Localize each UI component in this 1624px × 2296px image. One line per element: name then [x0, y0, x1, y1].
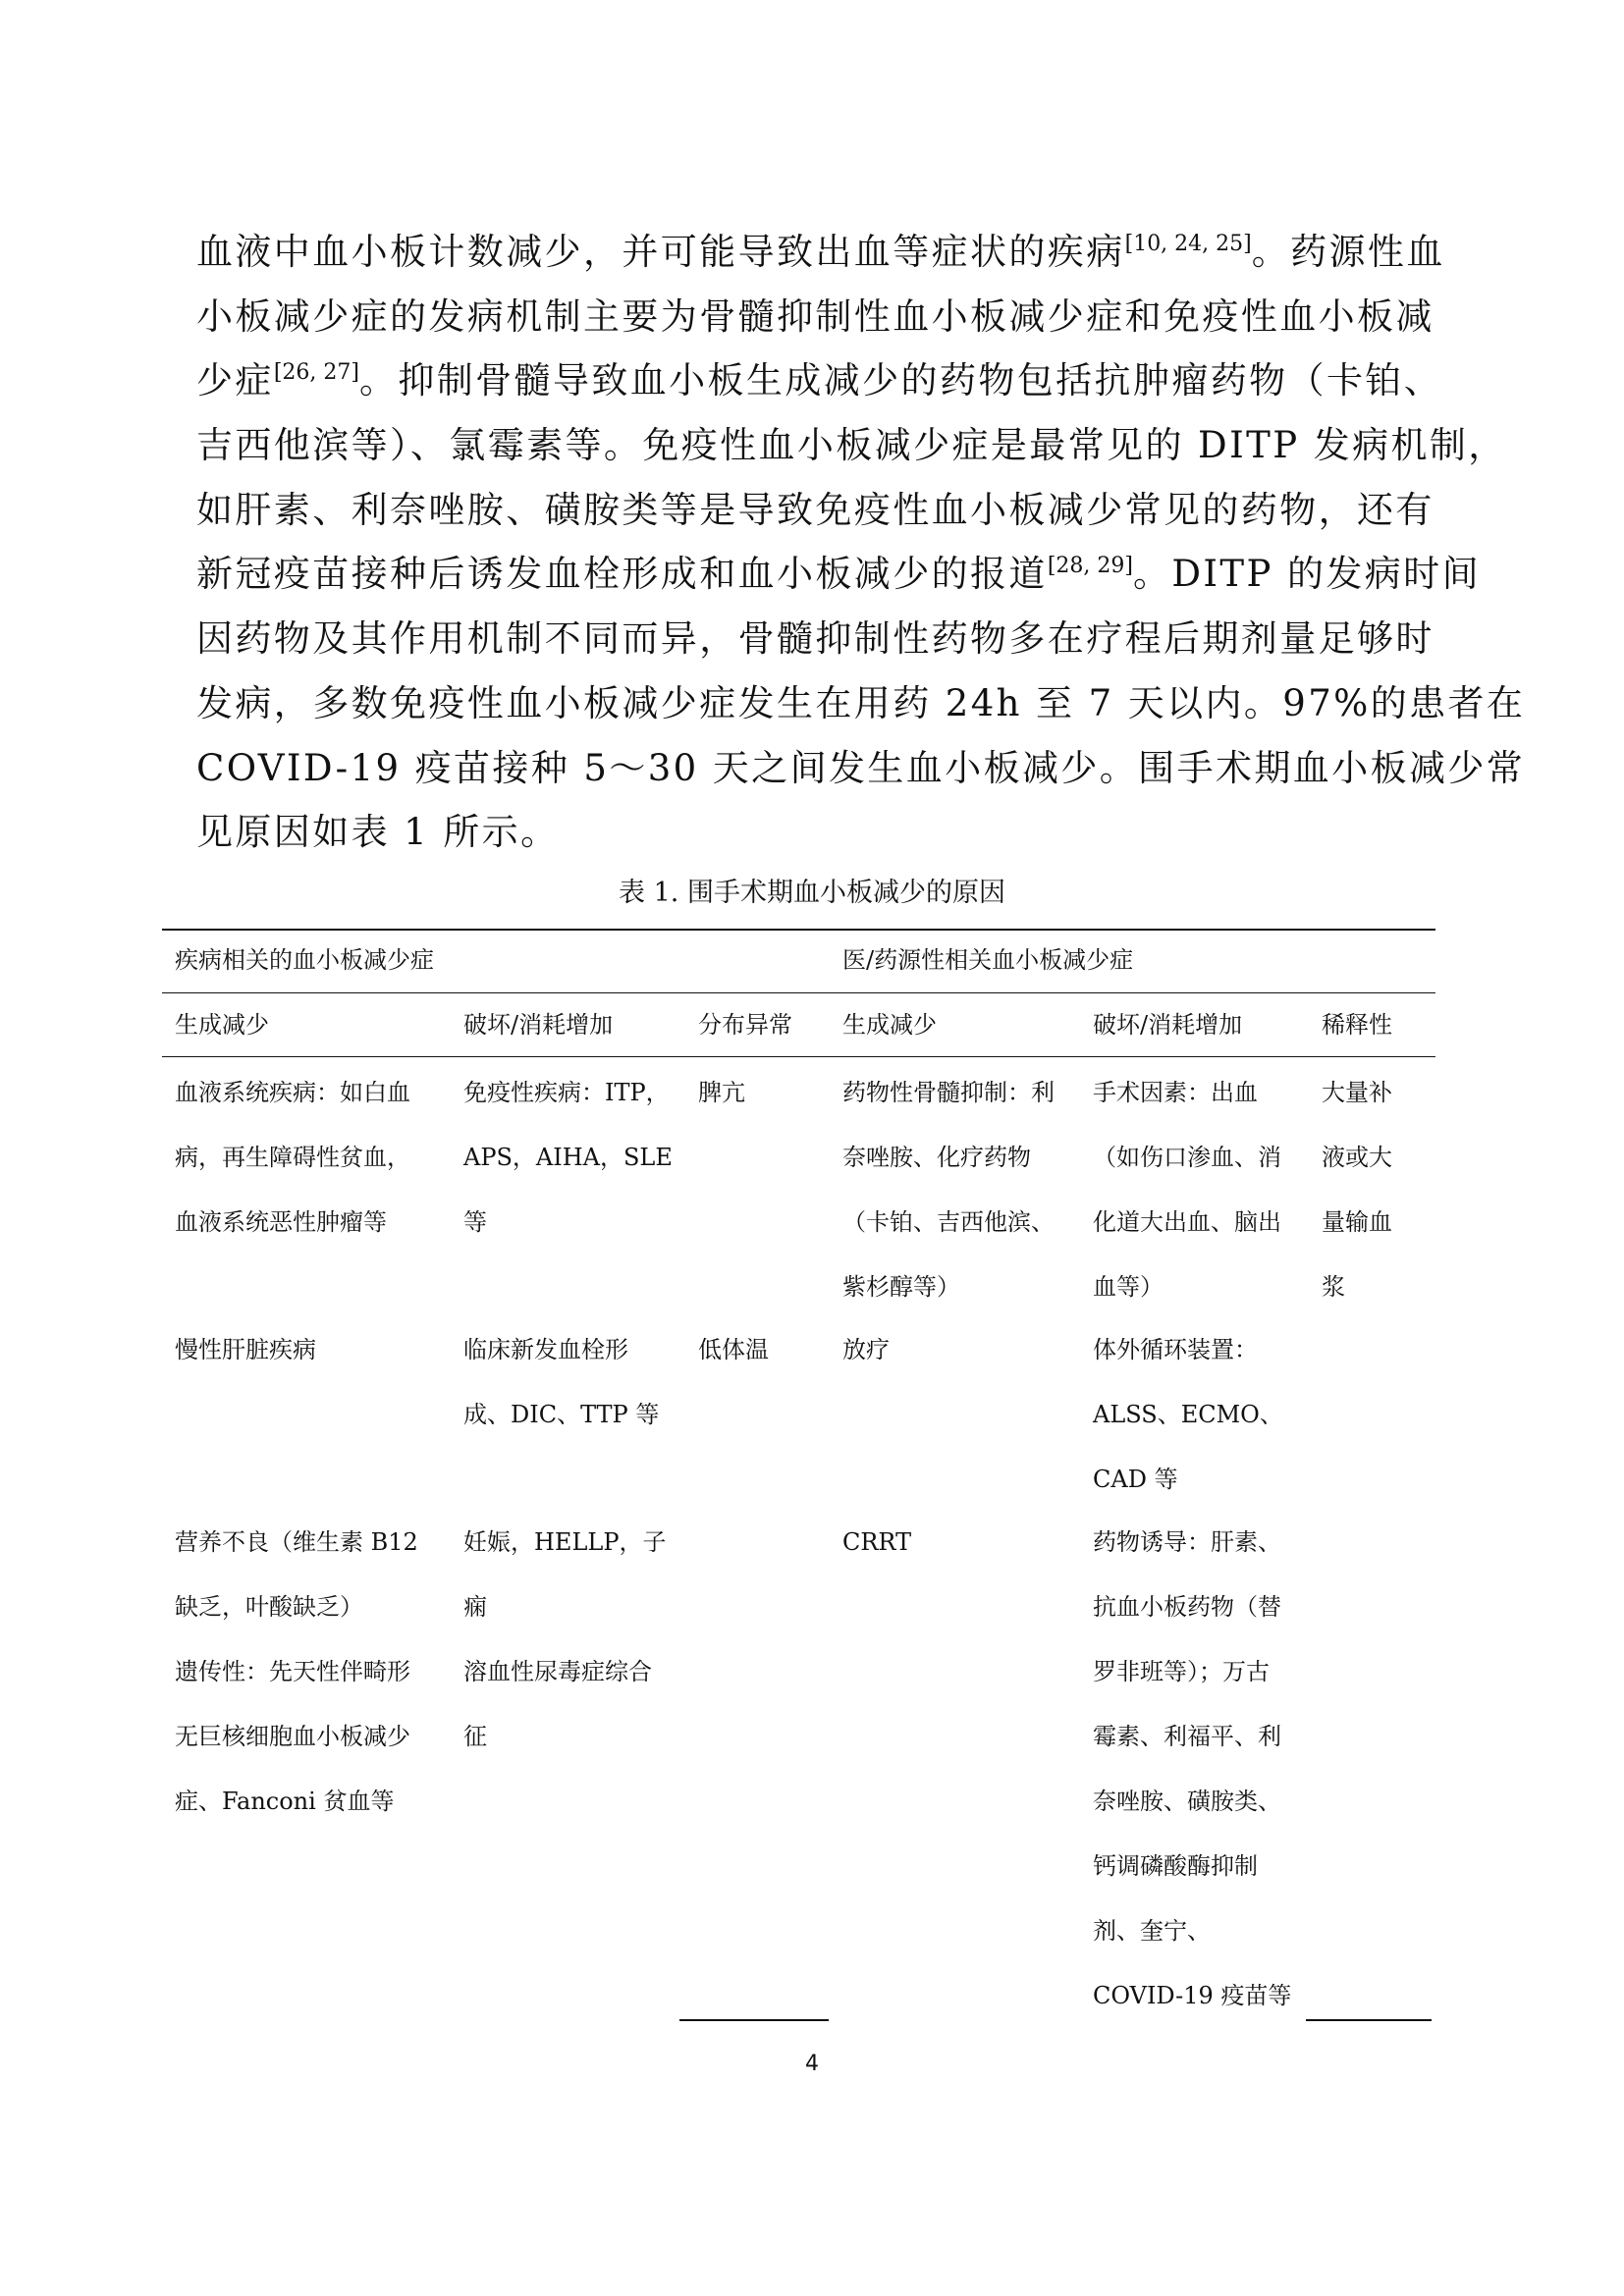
- column-header: 生成减少: [175, 1011, 269, 1039]
- paragraph-line: 发病，多数免疫性血小板减少症发生在用药 24h 至 7 天以内。97%的患者在: [196, 681, 1526, 724]
- table-cell: 低体温: [698, 1336, 769, 1363]
- table-cell: CRRT: [842, 1528, 912, 1556]
- table-cell: 药物性骨髓抑制：利 奈唑胺、化疗药物 （卡铂、吉西他滨、 紫杉醇等）: [842, 1079, 1055, 1301]
- table-cell: 大量补 液或大 量输血 浆: [1322, 1079, 1392, 1301]
- table-cell: 体外循环装置： ALSS、ECMO、 CAD 等: [1093, 1336, 1283, 1493]
- paragraph-line: 因药物及其作用机制不同而异，骨髓抑制性药物多在疗程后期剂量足够时: [196, 617, 1435, 661]
- column-header: 破坏/消耗增加: [1093, 1011, 1243, 1039]
- citation: [10, 24, 25]: [1124, 232, 1252, 256]
- column-header: 分布异常: [698, 1011, 792, 1039]
- paragraph-line: 吉西他滨等）、氯霉素等。免疫性血小板减少症是最常见的 DITP 发病机制，: [196, 424, 1507, 467]
- paragraph-line: 血液中血小板计数减少，并可能导致出血等症状的疾病[10, 24, 25]。药源性血: [196, 231, 1445, 273]
- paragraph-line: 见原因如表 1 所示。: [196, 811, 560, 854]
- group-header-iatrogenic: 医/药源性相关血小板减少症: [842, 946, 1134, 974]
- citation: [28, 29]: [1047, 554, 1133, 579]
- table-header-rule: [162, 1056, 1435, 1057]
- table-top-rule: [162, 929, 1435, 931]
- table-cell: 营养不良（维生素 B12 缺乏，叶酸缺乏） 遗传性：先天性伴畸形 无巨核细胞血小板减少 症、Fanconi 贫血等: [175, 1528, 418, 1815]
- footer-rule-left: [679, 2019, 829, 2021]
- table-cell: 手术因素：出血 （如伤口渗血、消 化道大出血、脑出 血等）: [1093, 1079, 1281, 1301]
- column-header: 生成减少: [842, 1011, 937, 1039]
- paragraph-line: 如肝素、利奈唑胺、磺胺类等是导致免疫性血小板减少常见的药物，还有: [196, 488, 1435, 531]
- table-cell: 脾亢: [698, 1079, 745, 1106]
- page-number: 4: [805, 2052, 819, 2076]
- table-cell: 慢性肝脏疾病: [175, 1336, 316, 1363]
- column-header: 稀释性: [1322, 1011, 1392, 1039]
- table-cell: 放疗: [842, 1336, 890, 1363]
- table-caption: 表 1. 围手术期血小板减少的原因: [619, 878, 1005, 908]
- paragraph-line: 小板减少症的发病机制主要为骨髓抑制性血小板减少症和免疫性血小板减: [196, 294, 1435, 338]
- table-cell: 临床新发血栓形 成、DIC、TTP 等: [463, 1336, 660, 1428]
- column-header: 破坏/消耗增加: [463, 1011, 614, 1039]
- footer-rule-right: [1306, 2019, 1432, 2021]
- body-paragraph: [196, 220, 1526, 865]
- group-header-disease: 疾病相关的血小板减少症: [175, 946, 434, 974]
- table-group-rule: [162, 992, 1435, 993]
- table-cell: 药物诱导：肝素、 抗血小板药物（替 罗非班等）；万古 霉素、利福平、利 奈唑胺、磺胺类、 钙调磷酸酶抑制 剂、奎宁、 COVID-19 疫苗等: [1093, 1528, 1292, 2009]
- citation: [26, 27]: [273, 360, 359, 386]
- table-cell: 血液系统疾病：如白血 病，再生障碍性贫血， 血液系统恶性肿瘤等: [175, 1079, 410, 1236]
- paragraph-line: 新冠疫苗接种后诱发血栓形成和血小板减少的报道[28, 29]。DITP 的发病时间: [196, 553, 1481, 596]
- table-cell: 妊娠，HELLP，子 痫 溶血性尿毒症综合 征: [463, 1528, 667, 1750]
- table-cell: 免疫性疾病：ITP， APS，AIHA，SLE 等: [463, 1079, 673, 1236]
- paragraph-line: 少症[26, 27]。抑制骨髓导致血小板生成减少的药物包括抗肿瘤药物（卡铂、: [196, 359, 1443, 402]
- paragraph-line: COVID-19 疫苗接种 5～30 天之间发生血小板减少。围手术期血小板减少常: [196, 746, 1526, 789]
